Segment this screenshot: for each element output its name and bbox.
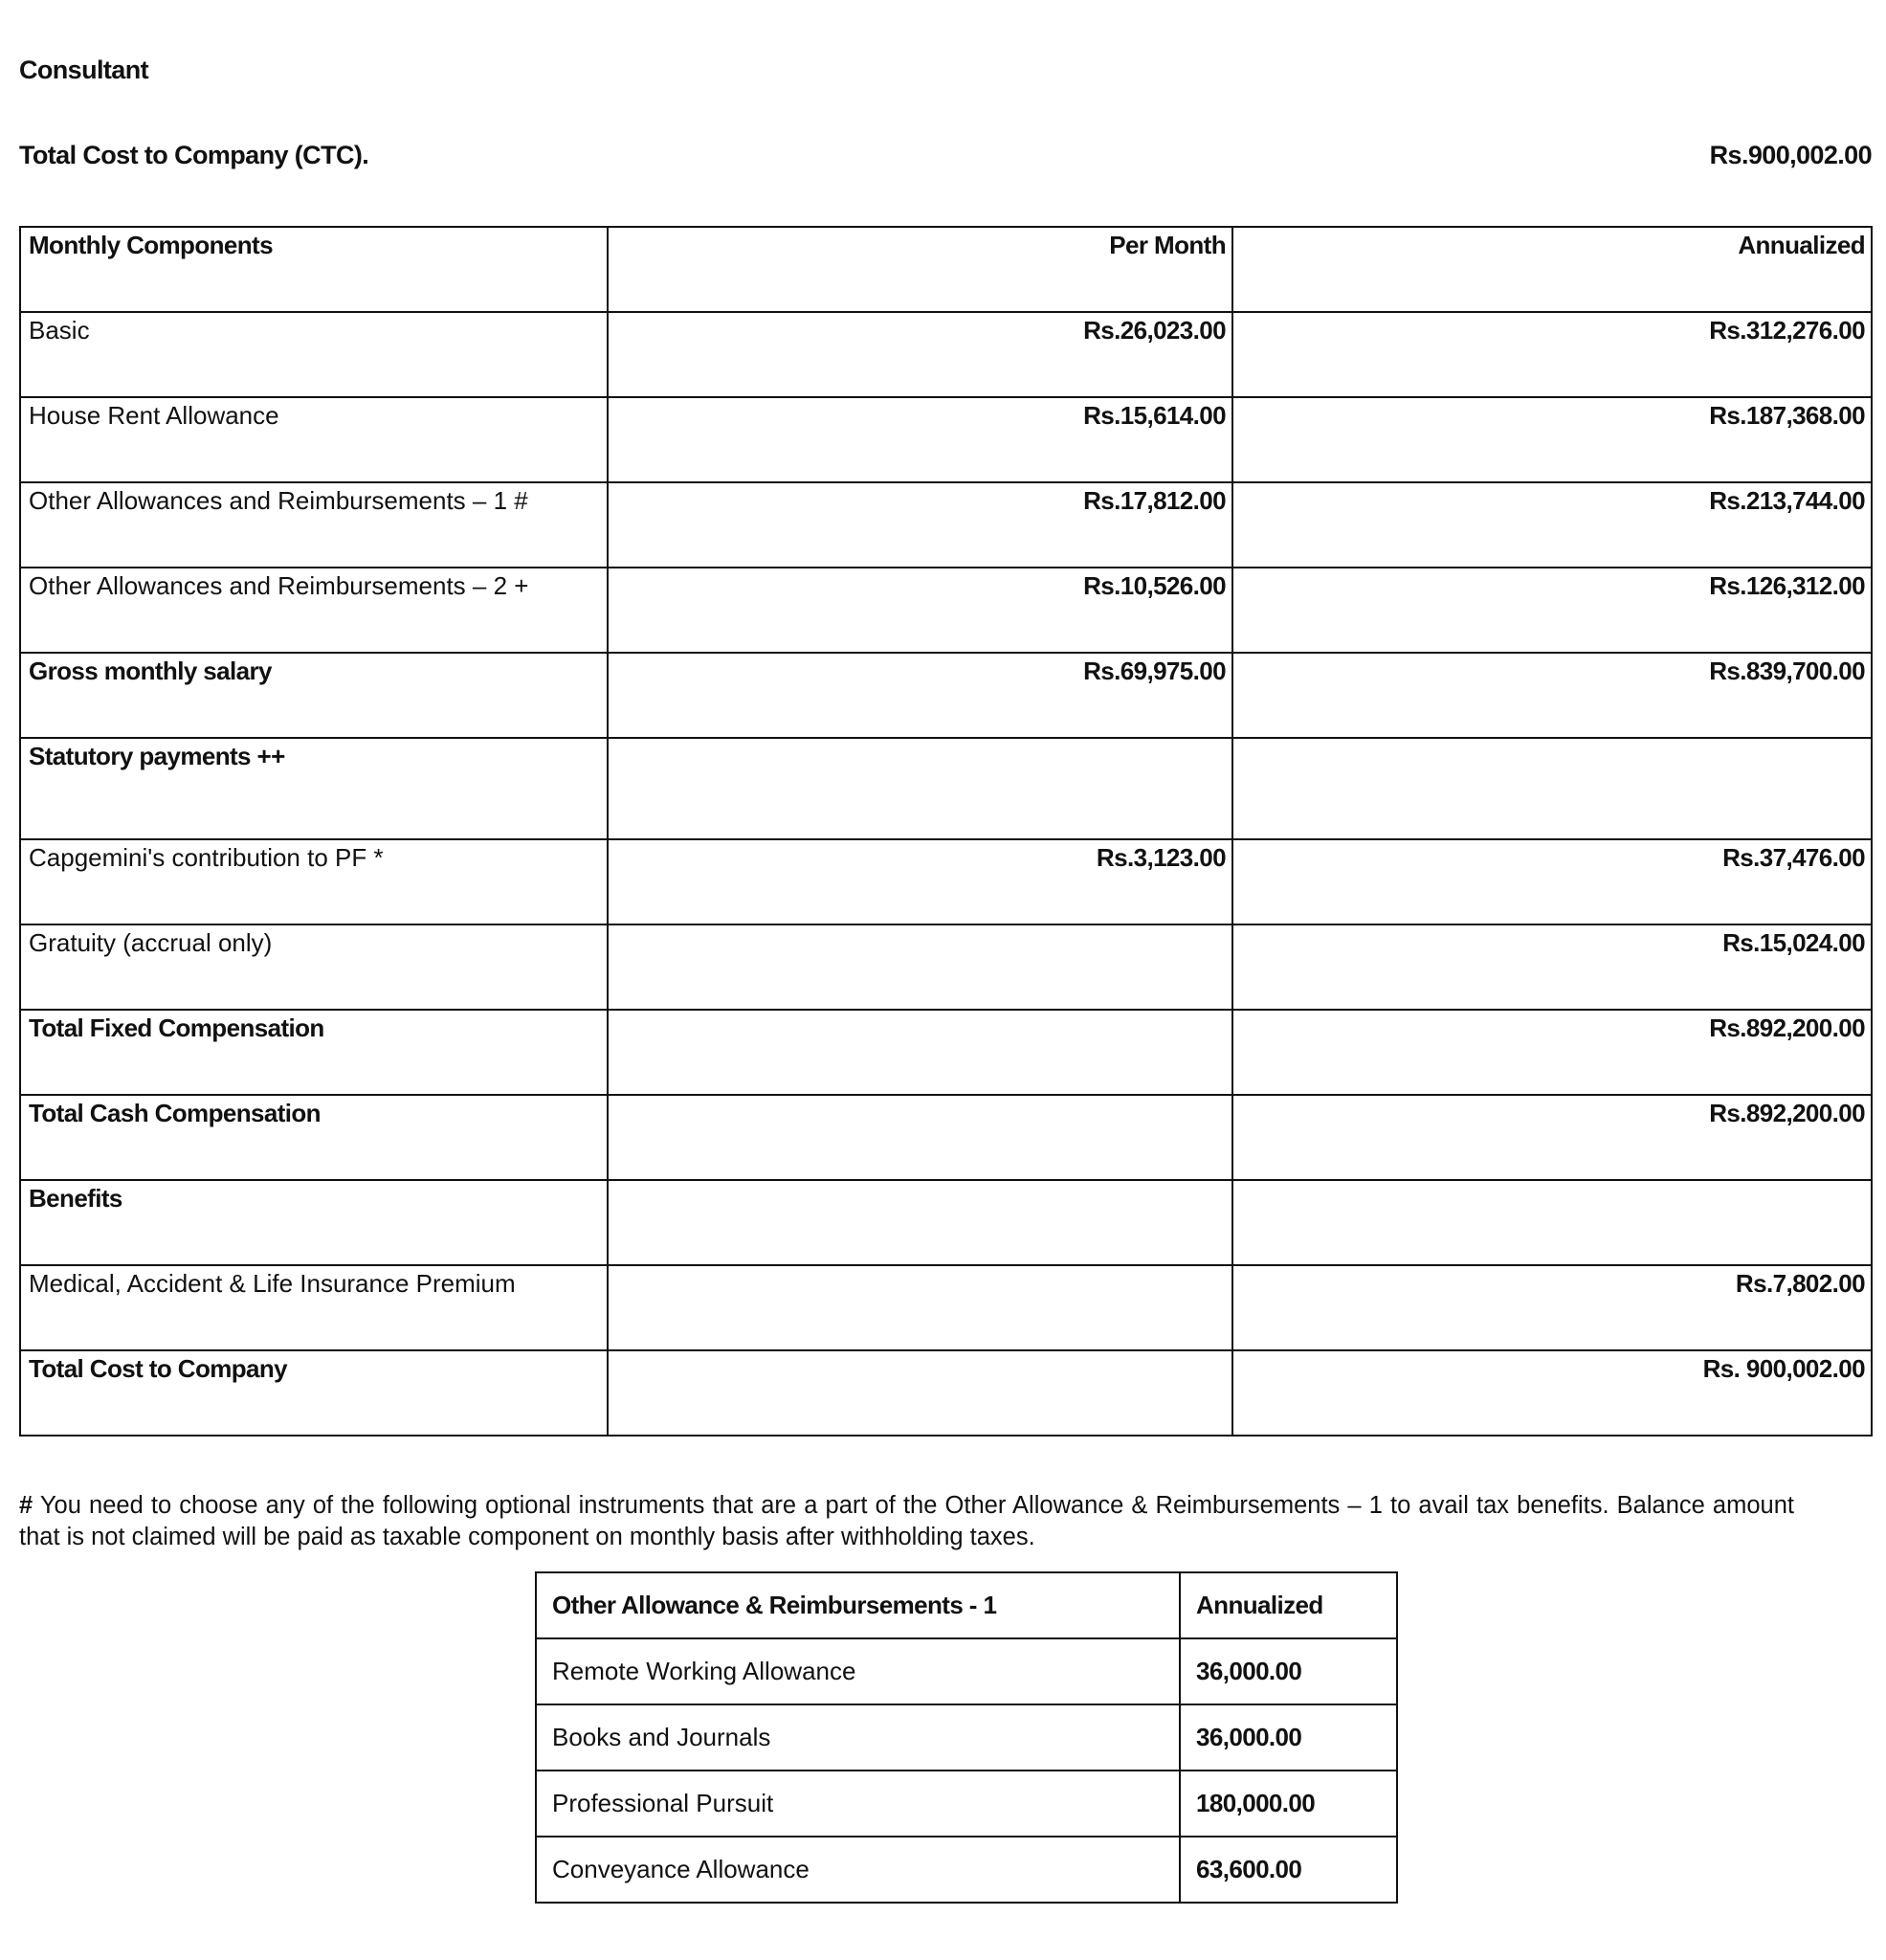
- ctc-label: Total Cost to Company (CTC).: [19, 141, 369, 169]
- row-label: Benefits: [20, 1180, 608, 1265]
- row-per-month: [608, 924, 1232, 1010]
- table-row: [20, 1180, 1872, 1265]
- table-row: [20, 397, 1872, 482]
- row-per-month: Rs.15,614.00: [608, 397, 1232, 482]
- table-row: [20, 839, 1872, 924]
- table-row: [20, 482, 1872, 568]
- row-annualized: Rs.15,024.00: [1232, 924, 1872, 1010]
- designation-title: Consultant: [19, 56, 148, 84]
- optional-instruments-table: [535, 1571, 1398, 1904]
- row-annualized: Rs.187,368.00: [1232, 397, 1872, 482]
- row-annualized: Rs.213,744.00: [1232, 482, 1872, 568]
- footnote-text: You need to choose any of the following optional instruments that are a part of the Other Allowance & Reimbursements – 1 to avail tax benefits. Balance amount that is not claimed will be paid as taxable component on monthly basis after withholding taxes.: [19, 1492, 1794, 1550]
- row-value: 36,000.00: [1180, 1638, 1397, 1704]
- column-header-components: Monthly Components: [20, 227, 608, 312]
- row-label: House Rent Allowance: [20, 397, 608, 482]
- row-per-month: [608, 1095, 1232, 1180]
- footnote-marker: #: [19, 1492, 33, 1519]
- column-header-per-month: Per Month: [608, 227, 1232, 312]
- row-per-month: Rs.3,123.00: [608, 839, 1232, 924]
- table-row: [536, 1704, 1397, 1771]
- row-label: Total Cash Compensation: [20, 1095, 608, 1180]
- row-label: Capgemini's contribution to PF *: [20, 839, 608, 924]
- table-row: [20, 738, 1872, 839]
- ctc-value: Rs.900,002.00: [1709, 141, 1872, 169]
- compensation-table: [19, 226, 1873, 1437]
- row-annualized: [1232, 738, 1872, 839]
- row-annualized: [1232, 1180, 1872, 1265]
- row-value: 180,000.00: [1180, 1771, 1397, 1837]
- row-annualized: Rs.126,312.00: [1232, 568, 1872, 653]
- table-header-row: [20, 227, 1872, 312]
- table-row: [536, 1638, 1397, 1704]
- table-row: [20, 1265, 1872, 1350]
- row-annualized: Rs.892,200.00: [1232, 1095, 1872, 1180]
- row-label: Statutory payments ++: [20, 738, 608, 839]
- row-annualized: Rs.312,276.00: [1232, 312, 1872, 397]
- table-row: [20, 1350, 1872, 1436]
- column-header-annualized: Annualized: [1232, 227, 1872, 312]
- footnote-paragraph: [19, 1490, 1794, 1553]
- row-per-month: Rs.26,023.00: [608, 312, 1232, 397]
- row-label: Conveyance Allowance: [536, 1837, 1180, 1903]
- row-value: 36,000.00: [1180, 1704, 1397, 1771]
- row-label: Total Fixed Compensation: [20, 1010, 608, 1095]
- row-annualized: Rs.892,200.00: [1232, 1010, 1872, 1095]
- row-label: Gross monthly salary: [20, 653, 608, 738]
- row-label: Total Cost to Company: [20, 1350, 608, 1436]
- row-annualized: Rs.839,700.00: [1232, 653, 1872, 738]
- table-row: [20, 924, 1872, 1010]
- table-row: [536, 1837, 1397, 1903]
- row-label: Books and Journals: [536, 1704, 1180, 1771]
- column-header-instrument: Other Allowance & Reimbursements - 1: [536, 1572, 1180, 1638]
- row-annualized: Rs.7,802.00: [1232, 1265, 1872, 1350]
- row-label: Professional Pursuit: [536, 1771, 1180, 1837]
- row-per-month: [608, 1265, 1232, 1350]
- row-per-month: [608, 738, 1232, 839]
- row-label: Other Allowances and Reimbursements – 2 +: [20, 568, 608, 653]
- row-per-month: Rs.10,526.00: [608, 568, 1232, 653]
- table-header-row: [536, 1572, 1397, 1638]
- column-header-annualized: Annualized: [1180, 1572, 1397, 1638]
- row-per-month: Rs.69,975.00: [608, 653, 1232, 738]
- row-label: Gratuity (accrual only): [20, 924, 608, 1010]
- row-annualized: Rs.37,476.00: [1232, 839, 1872, 924]
- row-annualized: Rs. 900,002.00: [1232, 1350, 1872, 1436]
- row-value: 63,600.00: [1180, 1837, 1397, 1903]
- row-label: Basic: [20, 312, 608, 397]
- table-row: [536, 1771, 1397, 1837]
- table-row: [20, 1095, 1872, 1180]
- row-per-month: [608, 1180, 1232, 1265]
- row-label: Remote Working Allowance: [536, 1638, 1180, 1704]
- row-label: Medical, Accident & Life Insurance Premium: [20, 1265, 608, 1350]
- row-label: Other Allowances and Reimbursements – 1 #: [20, 482, 608, 568]
- row-per-month: Rs.17,812.00: [608, 482, 1232, 568]
- table-row: [20, 312, 1872, 397]
- table-row: [20, 1010, 1872, 1095]
- table-row: [20, 568, 1872, 653]
- table-row: [20, 653, 1872, 738]
- row-per-month: [608, 1010, 1232, 1095]
- row-per-month: [608, 1350, 1232, 1436]
